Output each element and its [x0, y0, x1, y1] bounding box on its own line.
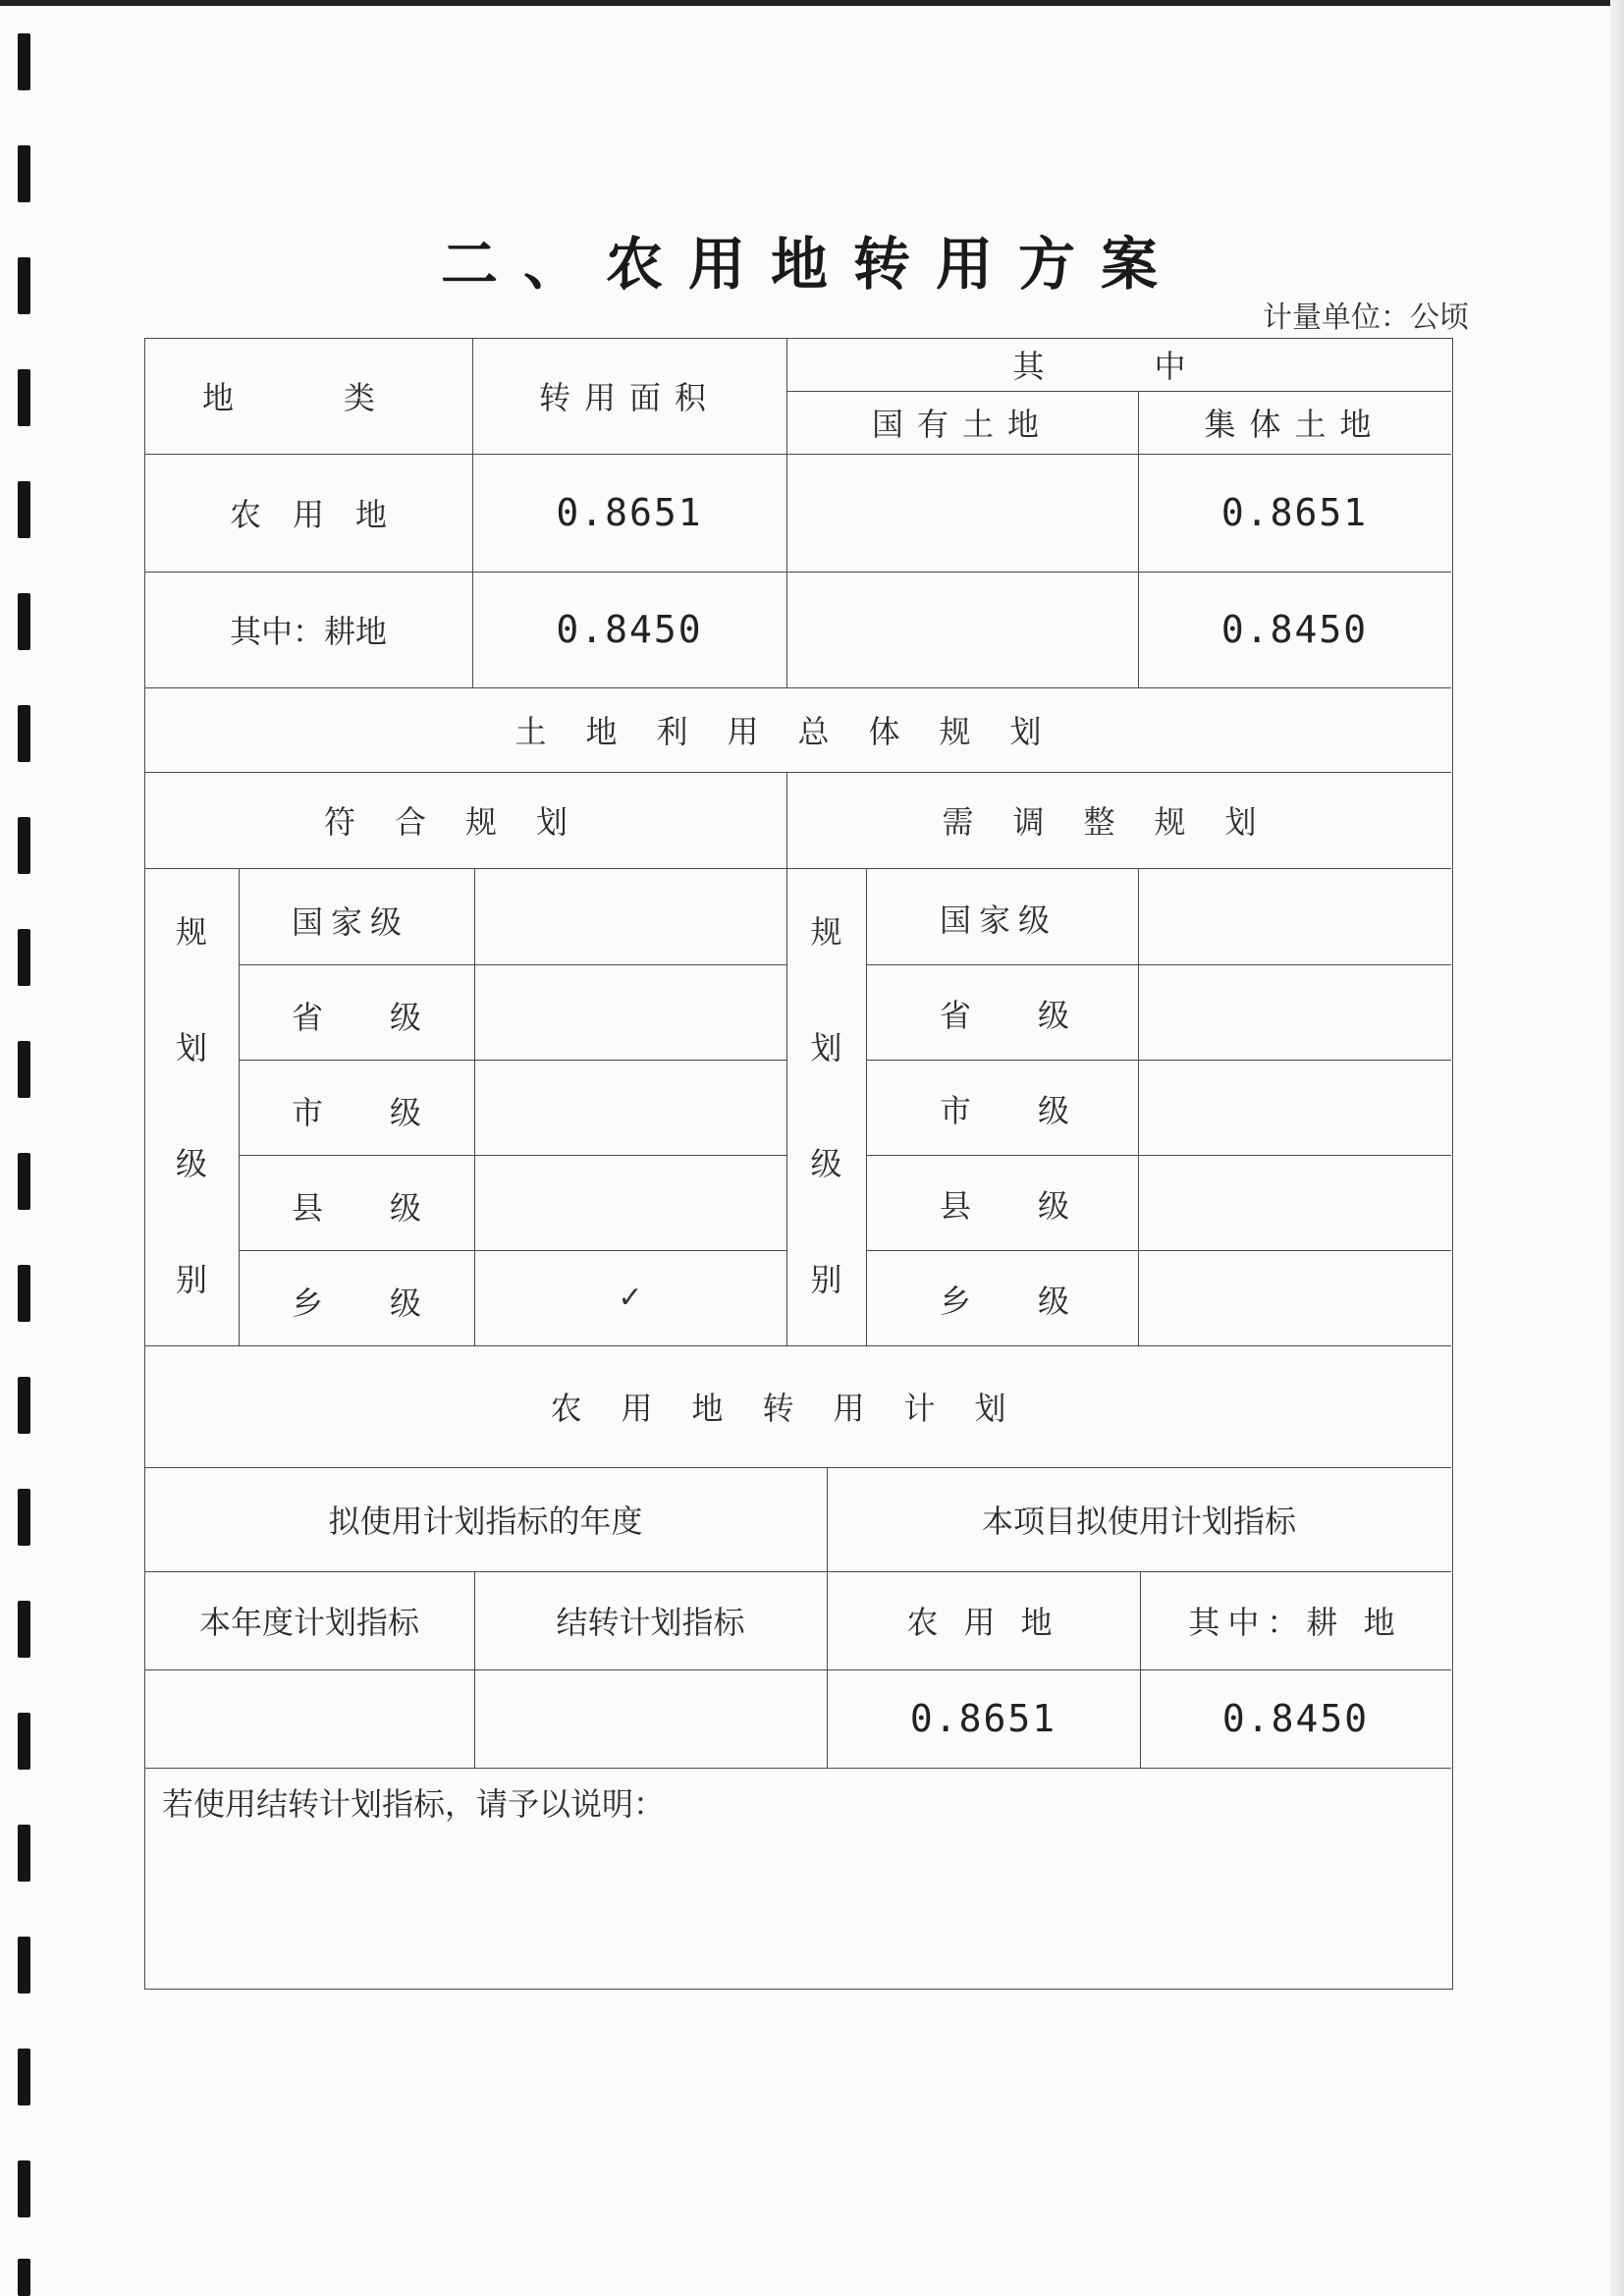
planned-year-indicator: 拟使用计划指标的年度 — [328, 1503, 643, 1540]
divider — [144, 1768, 1451, 1769]
level-suffix: 级 — [1038, 997, 1070, 1034]
binding-mark — [18, 1265, 30, 1322]
row-label-farmland: 农 用 地 — [229, 496, 387, 533]
conform-province-value — [474, 964, 786, 1060]
binding-mark — [18, 369, 30, 426]
adjust-county-value — [1138, 1155, 1451, 1250]
binding-mark — [18, 817, 30, 874]
arable-state — [786, 572, 1138, 687]
conform-plan-header: 符合规划 — [323, 803, 607, 841]
binding-mark — [18, 1825, 30, 1882]
binding-mark — [18, 33, 30, 90]
binding-marks — [18, 0, 47, 2296]
level-suffix: 级 — [390, 1094, 422, 1131]
indicator-farmland-value: 0.8651 — [909, 1697, 1057, 1740]
plan-level-char: 级 — [175, 1145, 207, 1182]
binding-mark — [18, 1601, 30, 1658]
level-name-county: 县 — [940, 1187, 972, 1225]
row-label-arable: 其中：耕地 — [229, 613, 387, 650]
page-title: 二、农用地转用方案 — [440, 231, 1183, 298]
level-name-city: 市 — [940, 1092, 972, 1129]
header-of-which: 其 中 — [1012, 348, 1225, 385]
conform-city-value — [474, 1060, 786, 1155]
binding-mark — [18, 929, 30, 986]
level-suffix: 级 — [390, 999, 422, 1036]
level-name-city: 市 — [292, 1094, 324, 1131]
plan-level-label-left — [144, 907, 239, 1300]
plan-level-char: 别 — [810, 1261, 842, 1298]
conversion-plan-title: 农用地转用计划 — [550, 1390, 1046, 1427]
level-name-province: 省 — [940, 997, 972, 1034]
binding-mark — [18, 593, 30, 650]
conversion-plan-form — [144, 338, 1451, 1988]
measurement-unit: 计量单位：公顷 — [1263, 301, 1469, 335]
indicator-arable-header: 其中：耕 地 — [1188, 1604, 1403, 1641]
plan-level-char: 别 — [175, 1261, 207, 1298]
header-land-type: 地 类 — [201, 379, 414, 416]
carryover-indicator: 结转计划指标 — [556, 1604, 745, 1641]
plan-level-char: 划 — [175, 1029, 207, 1066]
plan-level-label-right — [786, 907, 866, 1300]
farmland-collective: 0.8651 — [1220, 491, 1369, 534]
farmland-area: 0.8651 — [556, 491, 703, 534]
plan-level-char: 规 — [810, 913, 842, 951]
divider — [866, 868, 867, 1345]
indicator-arable-value: 0.8450 — [1221, 1697, 1370, 1740]
binding-mark — [18, 1713, 30, 1770]
level-name-national: 国家级 — [940, 902, 1058, 939]
project-indicator: 本项目拟使用计划指标 — [981, 1503, 1296, 1540]
binding-mark — [18, 2259, 30, 2296]
binding-mark — [18, 1377, 30, 1434]
adjust-township-value — [1138, 1250, 1451, 1345]
page-right-edge — [1610, 0, 1624, 2296]
plan-level-char: 划 — [810, 1029, 842, 1066]
binding-mark — [18, 145, 30, 202]
arable-area: 0.8450 — [556, 608, 703, 651]
binding-mark — [18, 1041, 30, 1098]
level-name-township: 乡 — [940, 1283, 972, 1320]
arable-collective: 0.8450 — [1220, 608, 1369, 651]
level-suffix: 级 — [390, 1285, 422, 1322]
level-suffix: 级 — [1038, 1092, 1070, 1129]
binding-mark — [18, 705, 30, 762]
plan-level-char: 级 — [810, 1145, 842, 1182]
binding-mark — [18, 1153, 30, 1210]
carryover-note-label: 若使用结转计划指标，请予以说明： — [162, 1785, 666, 1823]
binding-mark — [18, 2160, 30, 2217]
level-name-province: 省 — [292, 999, 324, 1036]
binding-mark — [18, 1489, 30, 1546]
adjust-national-value — [1138, 868, 1451, 964]
binding-mark — [18, 481, 30, 538]
current-year-indicator: 本年度计划指标 — [198, 1604, 419, 1641]
header-collective-land: 集体土地 — [1204, 406, 1385, 443]
plan-level-char: 规 — [175, 913, 207, 951]
header-converted-area: 转用面积 — [538, 379, 720, 416]
conform-county-value — [474, 1155, 786, 1250]
level-suffix: 级 — [1038, 1187, 1070, 1225]
header-state-land: 国有土地 — [871, 406, 1053, 443]
adjust-province-value — [1138, 964, 1451, 1060]
binding-mark — [18, 1937, 30, 1994]
level-name-national: 国家级 — [292, 903, 410, 941]
conform-national-value — [474, 868, 786, 964]
level-name-township: 乡 — [292, 1285, 324, 1322]
carryover-value — [474, 1669, 827, 1768]
farmland-state — [786, 454, 1138, 572]
overall-land-use-plan: 土地利用总体规划 — [514, 713, 1081, 750]
adjust-plan-header: 需调整规划 — [942, 803, 1296, 841]
page-top-edge — [0, 0, 1624, 6]
divider — [239, 868, 240, 1345]
level-suffix: 级 — [1038, 1283, 1070, 1320]
level-suffix: 级 — [390, 1189, 422, 1227]
current-year-value — [144, 1669, 474, 1768]
indicator-farmland-header: 农 用 地 — [906, 1604, 1060, 1641]
level-name-county: 县 — [292, 1189, 324, 1227]
binding-mark — [18, 2049, 30, 2105]
township-checkmark: ✓ — [618, 1281, 643, 1315]
adjust-city-value — [1138, 1060, 1451, 1155]
